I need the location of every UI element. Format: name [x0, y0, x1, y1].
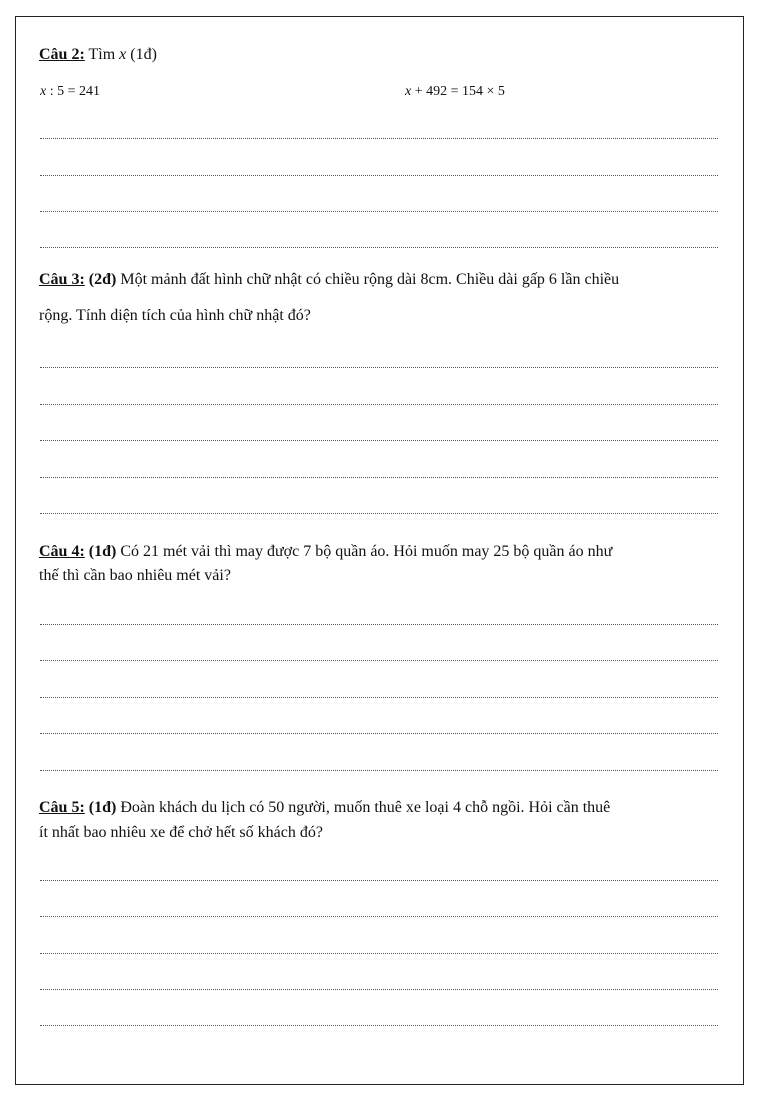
answer-line[interactable]: [40, 697, 718, 698]
question-2-var: x: [119, 46, 127, 63]
question-3-line-2: rộng. Tính diện tích của hình chữ nhật đó?: [39, 307, 311, 324]
equation-2-rest: + 492 = 154 × 5: [411, 84, 505, 99]
equation-1: [40, 84, 100, 100]
answer-line[interactable]: [40, 175, 718, 176]
question-2-text-before: Tìm: [88, 46, 120, 63]
answer-line[interactable]: [40, 367, 718, 368]
answer-line[interactable]: [40, 513, 718, 514]
question-4-line-2: thế thì cần bao nhiêu mét vải?: [39, 567, 231, 584]
answer-line[interactable]: [40, 916, 718, 917]
question-5-line-1: [39, 797, 719, 819]
question-4-points: (1đ): [88, 543, 117, 560]
answer-line[interactable]: [40, 211, 718, 212]
equation-2: [405, 84, 505, 100]
question-5-points: (1đ): [88, 799, 117, 816]
answer-line[interactable]: [40, 440, 718, 441]
answer-line[interactable]: [40, 660, 718, 661]
answer-line[interactable]: [40, 770, 718, 771]
equation-2-var: x: [405, 84, 412, 99]
answer-line[interactable]: [40, 247, 718, 248]
question-2-label: Câu 2:: [39, 46, 85, 63]
equation-1-rest: : 5 = 241: [46, 84, 101, 99]
question-5-line-2: ít nhất bao nhiêu xe để chở hết số khách đó?: [39, 824, 323, 841]
question-3-line-1: [39, 269, 719, 291]
question-3-points: (2đ): [88, 271, 117, 288]
answer-line[interactable]: [40, 733, 718, 734]
question-2-text-after: (1đ): [126, 46, 157, 63]
question-2-heading: [39, 44, 719, 66]
answer-line[interactable]: [40, 404, 718, 405]
answer-line[interactable]: [40, 1025, 718, 1026]
question-4-label: Câu 4:: [39, 543, 85, 560]
answer-line[interactable]: [40, 953, 718, 954]
answer-line[interactable]: [40, 989, 718, 990]
question-5-label: Câu 5:: [39, 799, 85, 816]
question-5-text-1: Đoàn khách du lịch có 50 người, muốn thuê xe loại 4 chỗ ngồi. Hỏi cần thuê: [116, 799, 611, 816]
equation-1-var: x: [40, 84, 47, 99]
question-3-text-1: Một mảnh đất hình chữ nhật có chiều rộng dài 8cm. Chiều dài gấp 6 lần chiều: [116, 271, 620, 288]
question-4-line-1: [39, 541, 719, 563]
question-3-label: Câu 3:: [39, 271, 85, 288]
question-4-text-1: Có 21 mét vải thì may được 7 bộ quần áo. Hỏi muốn may 25 bộ quần áo như: [116, 543, 613, 560]
answer-line[interactable]: [40, 624, 718, 625]
answer-line[interactable]: [40, 138, 718, 139]
answer-line[interactable]: [40, 880, 718, 881]
answer-line[interactable]: [40, 477, 718, 478]
